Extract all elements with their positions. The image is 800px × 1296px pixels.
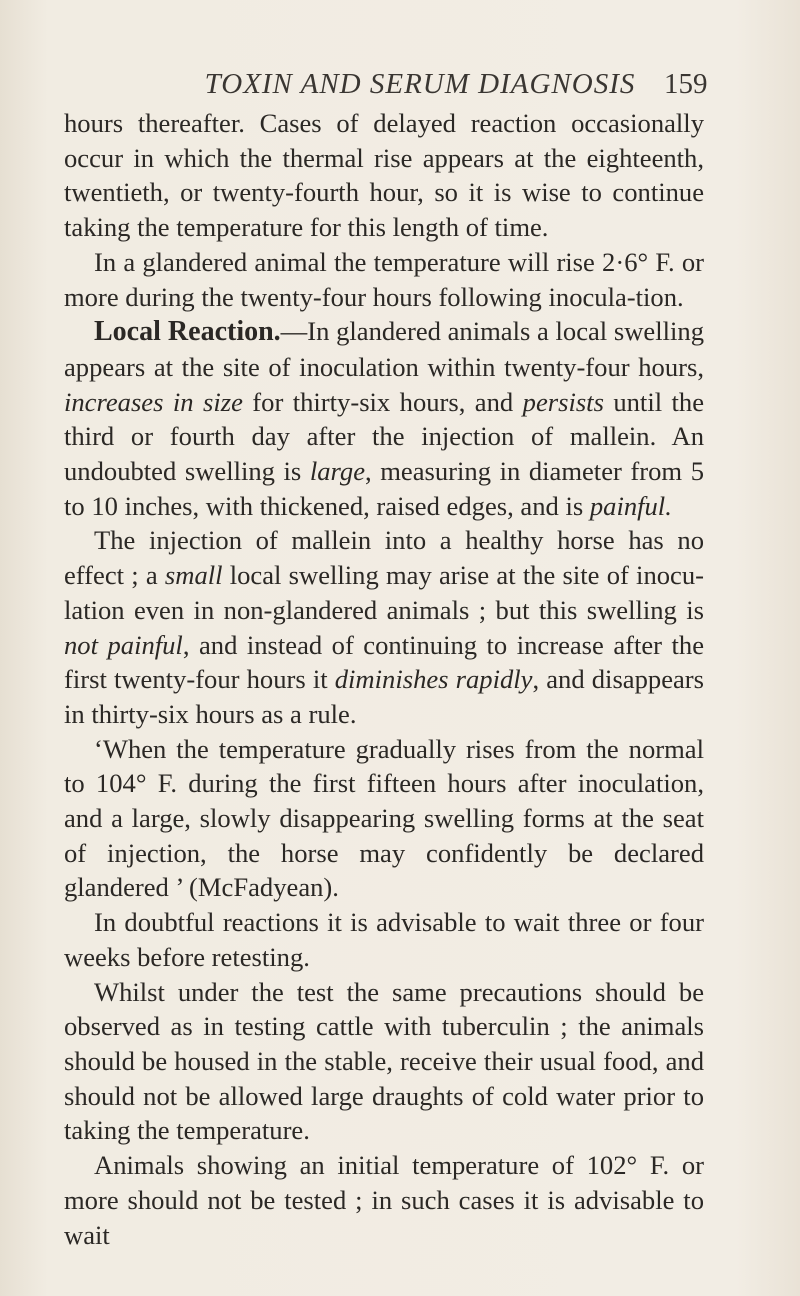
running-title: TOXIN AND SERUM DIAGNOSIS xyxy=(204,68,636,100)
paragraph: In doubtful reactions it is advisable to wait three or four weeks before retesting. xyxy=(64,907,704,972)
paragraph xyxy=(64,523,704,731)
italic-run: painful. xyxy=(589,490,672,521)
text-run: until the third or fourth day after the injection of mallein. An undoubted swelling is xyxy=(64,386,705,487)
text-run: , and instead of continuing to increase after the first twenty-four hours it xyxy=(64,629,705,695)
text-run: —In glandered animals a local swelling appears at the site of inoculation within twenty-four hours, xyxy=(64,316,704,382)
italic-run: diminishes rapidly xyxy=(334,664,533,695)
paragraph: Animals showing an initial temperature of 102° F. or more should not be tested ; in such cases it is advisable to wait xyxy=(64,1150,704,1250)
italic-run: small xyxy=(164,560,223,591)
text-run: , and disappears in thirty-six hours as a rule. xyxy=(64,664,705,729)
text-run: The injection of mallein into a healthy horse has no effect ; a xyxy=(64,525,704,591)
text-run: for thirty-six hours, and xyxy=(242,386,523,417)
paragraph: Whilst under the test the same precautions should be observed as in testing cattle with tuberculin ; the animals should be housed in the stable, receive their usual food, and should not be allowed large draughts of cold water prior to taking the temperature. xyxy=(64,976,704,1146)
italic-run: persists xyxy=(522,386,604,417)
text-run: , measuring in diameter from 5 to 10 inches, with thickened, raised edges, and is xyxy=(64,456,704,521)
italic-run: large xyxy=(309,456,365,487)
section-heading: Local Reaction. xyxy=(94,316,281,348)
body-text xyxy=(64,106,704,1252)
page-number: 159 xyxy=(664,68,708,100)
italic-run: not painful xyxy=(64,629,183,660)
italic-run: increases in size xyxy=(64,386,243,417)
paragraph: hours thereafter. Cases of delayed reaction occasionally occur in which the thermal rise appears at the eighteenth, twentieth, or twenty-fourth hour, so it is wise to continue taking the temperature for this length of time. xyxy=(64,108,704,243)
paragraph: In a glandered animal the temperature will rise 2·6° F. or more during the twenty-four hours following inocula-tion. xyxy=(64,246,704,312)
quotation-paragraph: ‘When the temperature gradually rises from the normal to 104° F. during the first fifteen hours after inoculation, and a large, slowly disappearing swelling forms at the seat of injection, the horse may confidently be declared glandered ’ (McFadyean). xyxy=(64,733,704,903)
text-run: local swelling may arise at the site of inocu-lation even in non-glandered animals ; but this swelling is xyxy=(64,560,704,625)
paragraph xyxy=(64,314,704,523)
